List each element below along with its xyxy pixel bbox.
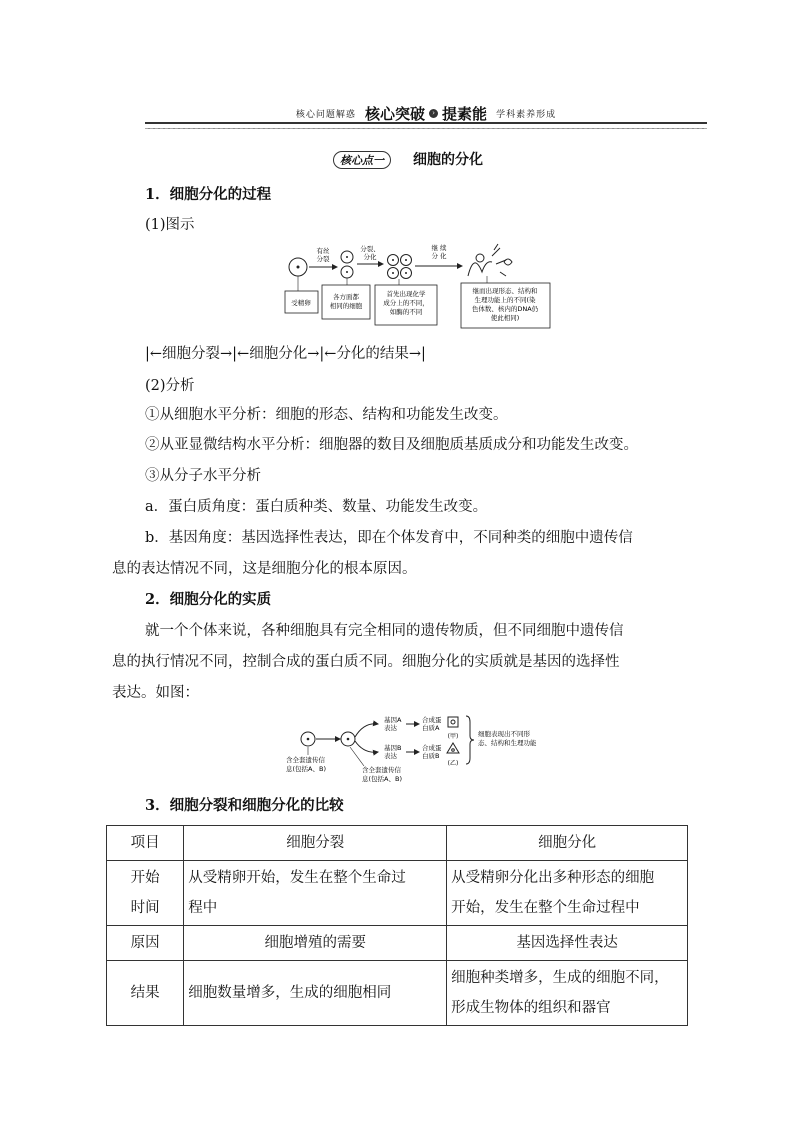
analysis-gene-line2: 息的表达情况不同，这是细胞分化的根本原因。 (112, 561, 417, 577)
proteinB-label: 合成蛋白质B (422, 744, 442, 760)
stage-labels: |←细胞分裂→|←细胞分化→|←分化的结果→| (145, 346, 426, 362)
table-header-differentiation: 细胞分化 (447, 826, 688, 861)
box3-text: 首先出现化学成分上的不同，如酶的不同 (383, 290, 429, 316)
svg-text:受精卵: 受精卵 (291, 299, 311, 307)
key-point-title (333, 149, 483, 169)
box2-text: 各方面都相同的细胞 (329, 293, 363, 310)
svg-text:(甲): (甲) (447, 733, 459, 740)
table-header-row (107, 826, 688, 861)
analysis-submicro-level: ②从亚显微结构水平分析：细胞器的数目及细胞质基质成分和功能发生改变。 (145, 437, 638, 453)
section1-sub2: (2)分析 (145, 378, 195, 394)
table-header-division: 细胞分裂 (184, 826, 447, 861)
table-row (107, 926, 688, 961)
section1-sub1: (1)图示 (145, 217, 195, 233)
row-label-result: 结果 (107, 961, 184, 1026)
analysis-cell-level: ①从细胞水平分析：细胞的形态、结构和功能发生改变。 (145, 407, 508, 423)
analysis-molecular-level: ③从分子水平分析 (145, 468, 261, 484)
header-rule-dashed (145, 128, 707, 129)
svg-text:(乙): (乙) (447, 760, 459, 767)
essence-line3: 表达。如图： (112, 685, 199, 701)
result-label: 细胞表现出不同形态、结构和生理功能 (478, 730, 537, 747)
row-cause-differentiation: 基因选择性表达 (447, 926, 688, 961)
key-point-badge: 核心点一 (333, 151, 391, 169)
row-label-start-time: 开始 时间 (107, 861, 184, 926)
table-header-item: 项目 (107, 826, 184, 861)
section1-heading: 1．细胞分化的过程 (145, 186, 272, 203)
essence-line1: 就一个个体来说，各种细胞具有完全相同的遗传物质，但不同细胞中遗传信 (145, 623, 624, 639)
analysis-gene-line1: b．基因角度：基因选择性表达，即在个体发育中，不同种类的细胞中遗传信 (145, 530, 633, 546)
row-start-division: 从受精卵开始，发生在整个生命过 程中 (184, 861, 447, 926)
comparison-table (106, 825, 688, 1026)
header-center-a: 核心突破 (364, 105, 425, 123)
analysis-protein: a．蛋白质角度：蛋白质种类、数量、功能发生改变。 (145, 499, 488, 515)
row-result-division: 细胞数量增多，生成的细胞相同 (184, 961, 447, 1026)
row-cause-division: 细胞增殖的需要 (184, 926, 447, 961)
row-label-cause: 原因 (107, 926, 184, 961)
section2-heading: 2．细胞分化的实质 (145, 591, 272, 608)
table-row (107, 861, 688, 926)
gene-expression-diagram (282, 712, 582, 784)
left-info-label: 含全套遗传信息(包括A、B) (286, 756, 326, 773)
box4-text: 继而出现形态、结构和生理功能上的不同(染色体数、核内的DNA仍使此相同) (471, 287, 539, 322)
row-result-differentiation: 细胞种类增多，生成的细胞不同， 形成生物体的组织和器官 (447, 961, 688, 1026)
arrow1-label: 有丝分裂 (316, 247, 330, 263)
proteinA-label: 合成蛋白质A (422, 716, 442, 732)
differentiation-process-diagram (282, 242, 552, 330)
header-arrow-icon: › (429, 109, 438, 118)
row-start-differentiation: 从受精卵分化出多种形态的细胞 开始，发生在整个生命过程中 (447, 861, 688, 926)
table-row (107, 961, 688, 1026)
arrow2-label: 分裂、分化 (360, 245, 380, 261)
key-point-text: 细胞的分化 (413, 152, 483, 168)
header-center-b: 提素能 (442, 105, 488, 123)
mid-info-label: 含全套遗传信息(包括A、B) (362, 766, 402, 783)
arrow3-label: 继 续分 化 (431, 244, 447, 260)
geneB-label: 基因B 表达 (384, 744, 402, 760)
essence-line2: 息的执行情况不同，控制合成的蛋白质不同。细胞分化的实质就是基因的选择性 (112, 654, 620, 670)
header-right: 学科素养形成 (496, 110, 557, 120)
geneA-label: 基因A 表达 (384, 716, 402, 732)
section3-heading: 3．细胞分裂和细胞分化的比较 (145, 797, 344, 814)
cell-jia (448, 717, 458, 727)
header-left: 核心问题解惑 (295, 110, 356, 120)
